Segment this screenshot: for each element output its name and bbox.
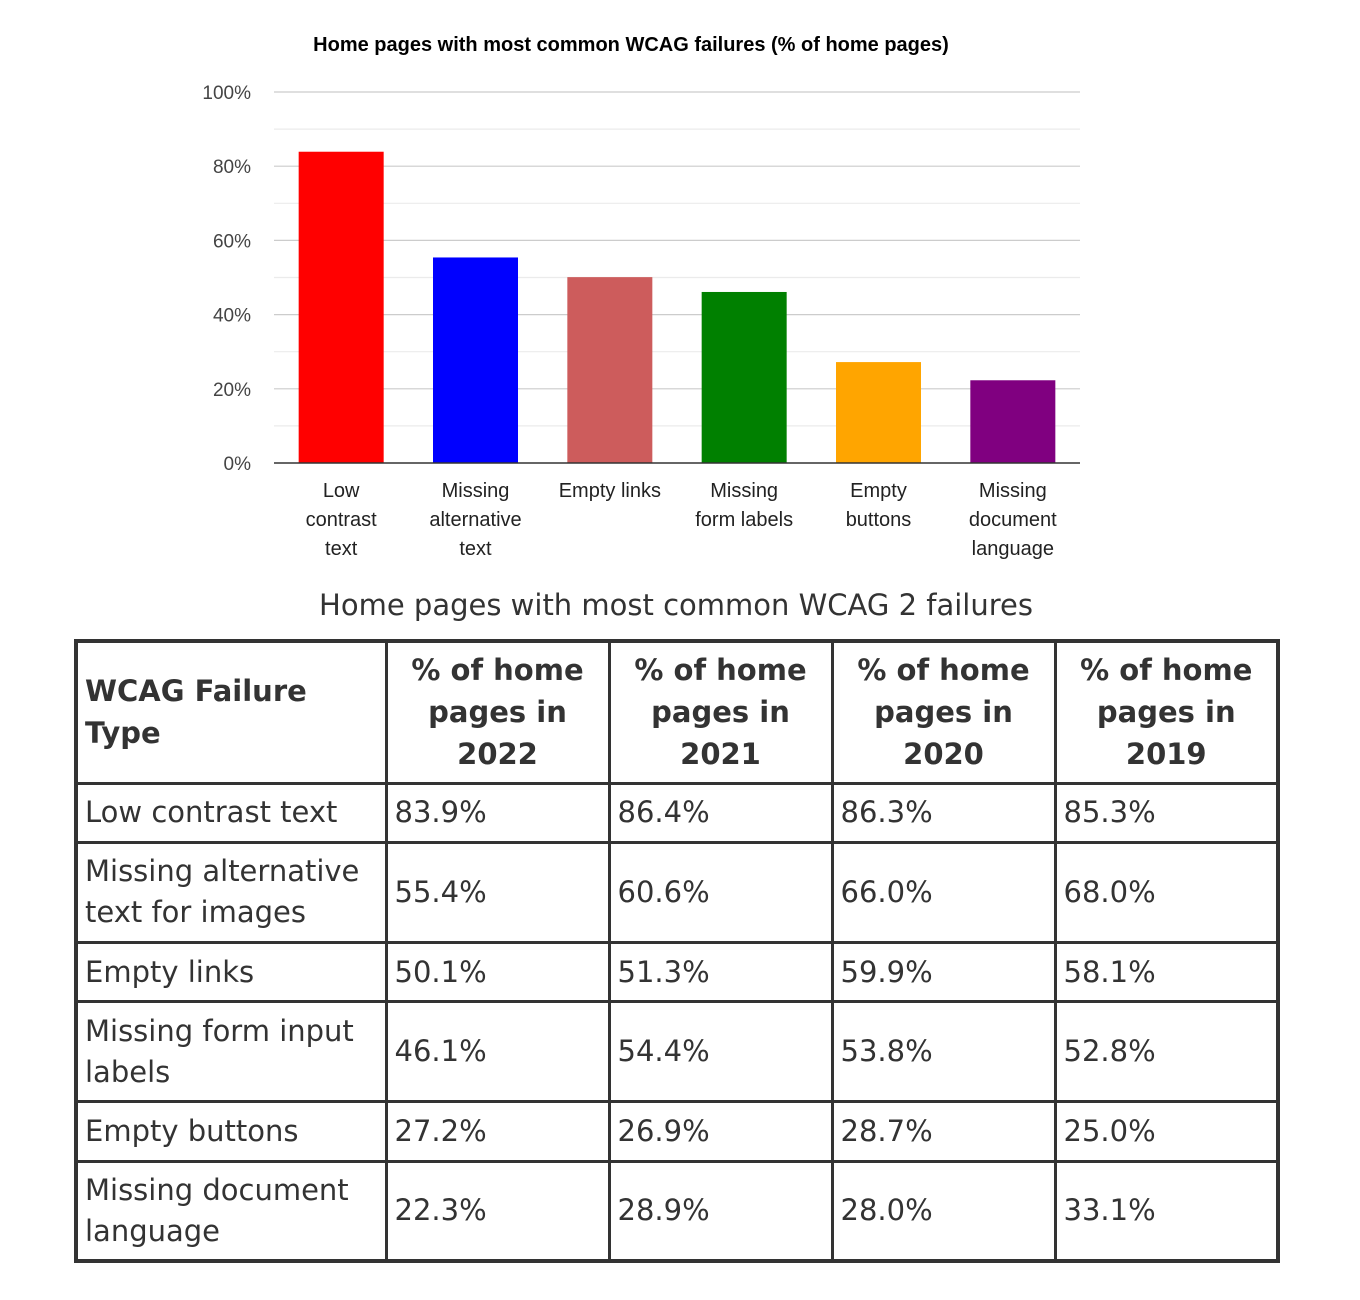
y-tick-label: 80% [212,157,251,179]
y-tick-label: 40% [212,305,251,327]
value-cell-2021: 26.9% [609,1102,832,1161]
bar [970,380,1055,463]
bars [299,152,1056,463]
x-tick-label: Empty links [558,480,661,502]
bar-chart [0,0,1360,580]
value-cell-2019: 25.0% [1055,1102,1278,1161]
bar [836,362,921,463]
value-cell-2022: 50.1% [386,942,609,1001]
value-cell-2021: 28.9% [609,1161,832,1261]
column-header-failure-type: WCAG Failure Type [76,641,386,783]
value-cell-2019: 68.0% [1055,842,1278,942]
failure-type-cell: Missing form input labels [76,1002,386,1102]
value-cell-2022: 55.4% [386,842,609,942]
table-row [76,942,1278,1001]
y-tick-label: 100% [202,83,251,104]
x-tick-label: Missing document language [968,480,1057,560]
value-cell-2021: 51.3% [609,942,832,1001]
failure-type-cell: Low contrast text [76,783,386,842]
column-header-2021: % of home pages in 2021 [609,641,832,783]
table-row [76,842,1278,942]
y-tick-label: 60% [212,231,251,253]
bar [433,257,518,463]
value-cell-2020: 28.7% [832,1102,1055,1161]
value-cell-2020: 86.3% [832,783,1055,842]
value-cell-2020: 28.0% [832,1161,1055,1261]
value-cell-2021: 54.4% [609,1002,832,1102]
value-cell-2020: 59.9% [832,942,1055,1001]
x-tick-label: Low contrast text [305,480,377,560]
table-row [76,1161,1278,1261]
value-cell-2020: 53.8% [832,1002,1055,1102]
x-tick-label: Missing form labels [695,480,794,531]
value-cell-2020: 66.0% [832,842,1055,942]
column-header-2020: % of home pages in 2020 [832,641,1055,783]
gridlines [274,92,1080,426]
x-tick-label: Empty buttons [845,480,912,531]
value-cell-2022: 83.9% [386,783,609,842]
wcag-failures-table [74,639,1280,1263]
chart-title: Home pages with most common WCAG failures (% of home pages) [313,34,949,56]
column-header-2019: % of home pages in 2019 [1055,641,1278,783]
bar [299,152,384,463]
value-cell-2021: 60.6% [609,842,832,942]
failure-type-cell: Missing document language [76,1161,386,1261]
bar-chart-container [0,0,1360,580]
table-caption: Home pages with most common WCAG 2 failures [319,588,1033,622]
table-row [76,783,1278,842]
failure-type-cell: Empty links [76,942,386,1001]
value-cell-2019: 52.8% [1055,1002,1278,1102]
value-cell-2022: 27.2% [386,1102,609,1161]
value-cell-2022: 22.3% [386,1161,609,1261]
table-row [76,1002,1278,1102]
value-cell-2019: 58.1% [1055,942,1278,1001]
y-tick-label: 0% [223,454,251,475]
x-tick-label: Missing alternative text [429,480,522,560]
failure-type-cell: Missing alternative text for images [76,842,386,942]
column-header-2022: % of home pages in 2022 [386,641,609,783]
value-cell-2019: 85.3% [1055,783,1278,842]
bar [567,277,652,463]
failure-type-cell: Empty buttons [76,1102,386,1161]
bar [702,292,787,463]
table-header-row [76,641,1278,783]
value-cell-2021: 86.4% [609,783,832,842]
table-row [76,1102,1278,1161]
y-tick-label: 20% [212,379,251,401]
value-cell-2019: 33.1% [1055,1161,1278,1261]
value-cell-2022: 46.1% [386,1002,609,1102]
